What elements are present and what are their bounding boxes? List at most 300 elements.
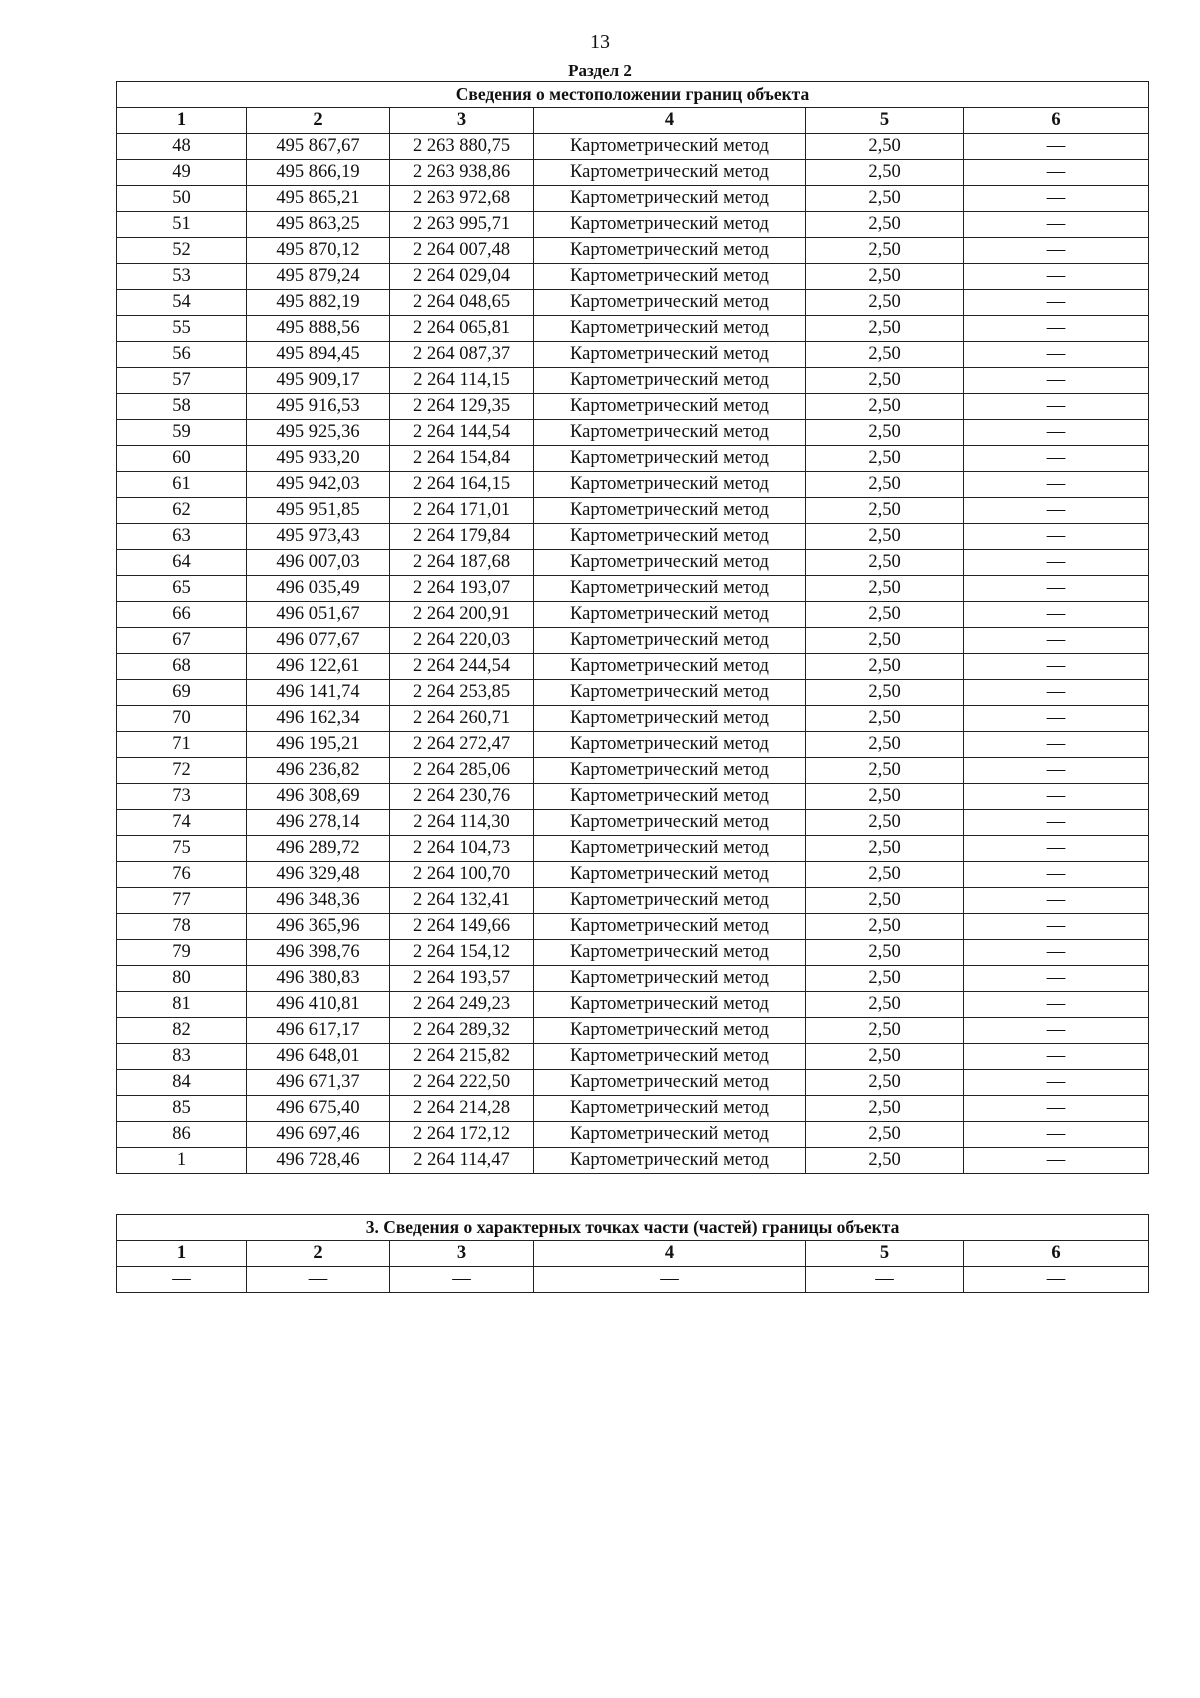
- x-coordinate-cell: 496 728,46: [247, 1148, 390, 1174]
- x-coordinate-cell: 495 973,43: [247, 524, 390, 550]
- y-coordinate-cell: 2 264 179,84: [390, 524, 534, 550]
- description-cell: —: [964, 1070, 1149, 1096]
- description-cell: —: [964, 732, 1149, 758]
- method-cell: Картометрический метод: [534, 212, 806, 238]
- table-row: [117, 1122, 1149, 1148]
- accuracy-cell: 2,50: [806, 160, 964, 186]
- description-cell: —: [964, 966, 1149, 992]
- y-coordinate-cell: 2 263 995,71: [390, 212, 534, 238]
- point-number-cell: 79: [117, 940, 247, 966]
- point-number-cell: 64: [117, 550, 247, 576]
- accuracy-cell: 2,50: [806, 732, 964, 758]
- method-cell: Картометрический метод: [534, 732, 806, 758]
- point-number-cell: 75: [117, 836, 247, 862]
- method-cell: Картометрический метод: [534, 316, 806, 342]
- point-number-cell: 85: [117, 1096, 247, 1122]
- point-number-cell: 86: [117, 1122, 247, 1148]
- table-row: [117, 1070, 1149, 1096]
- point-number-cell: 77: [117, 888, 247, 914]
- point-number-cell: 48: [117, 134, 247, 160]
- x-coordinate-cell: 496 398,76: [247, 940, 390, 966]
- point-number-cell: 78: [117, 914, 247, 940]
- x-coordinate-cell: 496 617,17: [247, 1018, 390, 1044]
- description-cell: —: [964, 1122, 1149, 1148]
- accuracy-cell: 2,50: [806, 966, 964, 992]
- y-coordinate-cell: 2 263 880,75: [390, 134, 534, 160]
- accuracy-cell: 2,50: [806, 1018, 964, 1044]
- column-number: 5: [806, 108, 964, 134]
- description-cell: —: [964, 238, 1149, 264]
- description-cell: —: [964, 1096, 1149, 1122]
- method-cell: Картометрический метод: [534, 706, 806, 732]
- table-row: [117, 784, 1149, 810]
- y-coordinate-cell: 2 264 164,15: [390, 472, 534, 498]
- accuracy-cell: —: [806, 1267, 964, 1293]
- point-number-cell: 49: [117, 160, 247, 186]
- table-row: [117, 940, 1149, 966]
- accuracy-cell: 2,50: [806, 706, 964, 732]
- method-cell: Картометрический метод: [534, 524, 806, 550]
- table-row: [117, 186, 1149, 212]
- column-number: 6: [964, 1241, 1149, 1267]
- description-cell: —: [964, 836, 1149, 862]
- point-number-cell: 56: [117, 342, 247, 368]
- accuracy-cell: 2,50: [806, 576, 964, 602]
- method-cell: Картометрический метод: [534, 888, 806, 914]
- y-coordinate-cell: —: [390, 1267, 534, 1293]
- y-coordinate-cell: 2 264 114,30: [390, 810, 534, 836]
- accuracy-cell: 2,50: [806, 550, 964, 576]
- method-cell: Картометрический метод: [534, 134, 806, 160]
- point-number-cell: 80: [117, 966, 247, 992]
- method-cell: Картометрический метод: [534, 342, 806, 368]
- point-number-cell: 74: [117, 810, 247, 836]
- x-coordinate-cell: 496 051,67: [247, 602, 390, 628]
- description-cell: —: [964, 264, 1149, 290]
- table-row: [117, 316, 1149, 342]
- table-row: [117, 654, 1149, 680]
- column-number: 5: [806, 1241, 964, 1267]
- accuracy-cell: 2,50: [806, 446, 964, 472]
- method-cell: Картометрический метод: [534, 1070, 806, 1096]
- y-coordinate-cell: 2 264 172,12: [390, 1122, 534, 1148]
- accuracy-cell: 2,50: [806, 264, 964, 290]
- method-cell: Картометрический метод: [534, 602, 806, 628]
- table-row: [117, 1148, 1149, 1174]
- method-cell: Картометрический метод: [534, 576, 806, 602]
- point-number-cell: 66: [117, 602, 247, 628]
- x-coordinate-cell: 495 942,03: [247, 472, 390, 498]
- method-cell: Картометрический метод: [534, 290, 806, 316]
- y-coordinate-cell: 2 264 193,07: [390, 576, 534, 602]
- point-number-cell: 81: [117, 992, 247, 1018]
- x-coordinate-cell: 496 308,69: [247, 784, 390, 810]
- point-number-cell: 63: [117, 524, 247, 550]
- method-cell: Картометрический метод: [534, 628, 806, 654]
- x-coordinate-cell: 495 863,25: [247, 212, 390, 238]
- boundary-table-body: [117, 82, 1149, 1174]
- description-cell: —: [964, 394, 1149, 420]
- x-coordinate-cell: 496 348,36: [247, 888, 390, 914]
- method-cell: Картометрический метод: [534, 654, 806, 680]
- x-coordinate-cell: 496 671,37: [247, 1070, 390, 1096]
- accuracy-cell: 2,50: [806, 498, 964, 524]
- column-number: 4: [534, 1241, 806, 1267]
- point-number-cell: 76: [117, 862, 247, 888]
- accuracy-cell: 2,50: [806, 290, 964, 316]
- accuracy-cell: 2,50: [806, 810, 964, 836]
- x-coordinate-cell: 496 675,40: [247, 1096, 390, 1122]
- point-number-cell: 1: [117, 1148, 247, 1174]
- y-coordinate-cell: 2 264 114,15: [390, 368, 534, 394]
- table-row: [117, 576, 1149, 602]
- description-cell: —: [964, 602, 1149, 628]
- table-row: [117, 628, 1149, 654]
- accuracy-cell: 2,50: [806, 862, 964, 888]
- point-number-cell: 82: [117, 1018, 247, 1044]
- y-coordinate-cell: 2 264 048,65: [390, 290, 534, 316]
- y-coordinate-cell: 2 264 007,48: [390, 238, 534, 264]
- accuracy-cell: 2,50: [806, 1070, 964, 1096]
- y-coordinate-cell: 2 264 187,68: [390, 550, 534, 576]
- x-coordinate-cell: 495 888,56: [247, 316, 390, 342]
- table-row: [117, 1044, 1149, 1070]
- x-coordinate-cell: 495 882,19: [247, 290, 390, 316]
- table-row: [117, 602, 1149, 628]
- x-coordinate-cell: 496 365,96: [247, 914, 390, 940]
- x-coordinate-cell: 495 916,53: [247, 394, 390, 420]
- point-number-cell: 59: [117, 420, 247, 446]
- table-row: [117, 420, 1149, 446]
- column-number: 1: [117, 1241, 247, 1267]
- description-cell: —: [964, 862, 1149, 888]
- table-row: [117, 992, 1149, 1018]
- method-cell: Картометрический метод: [534, 966, 806, 992]
- point-number-cell: 69: [117, 680, 247, 706]
- accuracy-cell: 2,50: [806, 238, 964, 264]
- point-number-cell: 61: [117, 472, 247, 498]
- description-cell: —: [964, 420, 1149, 446]
- x-coordinate-cell: 495 933,20: [247, 446, 390, 472]
- table-caption-row: [117, 82, 1149, 108]
- point-number-cell: 60: [117, 446, 247, 472]
- point-number-cell: —: [117, 1267, 247, 1293]
- point-number-cell: 70: [117, 706, 247, 732]
- table-row: [117, 394, 1149, 420]
- method-cell: Картометрический метод: [534, 368, 806, 394]
- method-cell: Картометрический метод: [534, 394, 806, 420]
- accuracy-cell: 2,50: [806, 1044, 964, 1070]
- accuracy-cell: 2,50: [806, 654, 964, 680]
- description-cell: —: [964, 134, 1149, 160]
- accuracy-cell: 2,50: [806, 602, 964, 628]
- x-coordinate-cell: 495 865,21: [247, 186, 390, 212]
- x-coordinate-cell: 495 879,24: [247, 264, 390, 290]
- point-number-cell: 50: [117, 186, 247, 212]
- table-row: [117, 680, 1149, 706]
- description-cell: —: [964, 992, 1149, 1018]
- description-cell: —: [964, 1018, 1149, 1044]
- x-coordinate-cell: 495 870,12: [247, 238, 390, 264]
- description-cell: —: [964, 498, 1149, 524]
- column-number: 1: [117, 108, 247, 134]
- column-number: 3: [390, 108, 534, 134]
- y-coordinate-cell: 2 264 249,23: [390, 992, 534, 1018]
- method-cell: Картометрический метод: [534, 472, 806, 498]
- method-cell: Картометрический метод: [534, 940, 806, 966]
- column-number: 6: [964, 108, 1149, 134]
- point-number-cell: 62: [117, 498, 247, 524]
- y-coordinate-cell: 2 264 215,82: [390, 1044, 534, 1070]
- method-cell: Картометрический метод: [534, 1122, 806, 1148]
- y-coordinate-cell: 2 264 171,01: [390, 498, 534, 524]
- y-coordinate-cell: 2 264 087,37: [390, 342, 534, 368]
- description-cell: —: [964, 524, 1149, 550]
- x-coordinate-cell: 496 162,34: [247, 706, 390, 732]
- description-cell: —: [964, 316, 1149, 342]
- description-cell: —: [964, 758, 1149, 784]
- point-number-cell: 72: [117, 758, 247, 784]
- column-number: 3: [390, 1241, 534, 1267]
- x-coordinate-cell: 496 289,72: [247, 836, 390, 862]
- table-row: [117, 1267, 1149, 1293]
- x-coordinate-cell: 496 035,49: [247, 576, 390, 602]
- accuracy-cell: 2,50: [806, 186, 964, 212]
- table-caption: Сведения о местоположении границ объекта: [117, 82, 1149, 108]
- point-number-cell: 58: [117, 394, 247, 420]
- description-cell: —: [964, 914, 1149, 940]
- point-number-cell: 84: [117, 1070, 247, 1096]
- method-cell: Картометрический метод: [534, 550, 806, 576]
- x-coordinate-cell: 495 866,19: [247, 160, 390, 186]
- description-cell: —: [964, 680, 1149, 706]
- method-cell: Картометрический метод: [534, 238, 806, 264]
- x-coordinate-cell: 496 410,81: [247, 992, 390, 1018]
- x-coordinate-cell: 495 867,67: [247, 134, 390, 160]
- y-coordinate-cell: 2 264 272,47: [390, 732, 534, 758]
- x-coordinate-cell: 496 122,61: [247, 654, 390, 680]
- accuracy-cell: 2,50: [806, 888, 964, 914]
- x-coordinate-cell: 495 909,17: [247, 368, 390, 394]
- x-coordinate-cell: 496 007,03: [247, 550, 390, 576]
- table-row: [117, 732, 1149, 758]
- accuracy-cell: 2,50: [806, 914, 964, 940]
- accuracy-cell: 2,50: [806, 628, 964, 654]
- accuracy-cell: 2,50: [806, 394, 964, 420]
- table-row: [117, 1096, 1149, 1122]
- y-coordinate-cell: 2 264 214,28: [390, 1096, 534, 1122]
- table-row: [117, 524, 1149, 550]
- description-cell: —: [964, 212, 1149, 238]
- y-coordinate-cell: 2 264 289,32: [390, 1018, 534, 1044]
- table-row: [117, 498, 1149, 524]
- accuracy-cell: 2,50: [806, 784, 964, 810]
- accuracy-cell: 2,50: [806, 1148, 964, 1174]
- method-cell: Картометрический метод: [534, 784, 806, 810]
- method-cell: Картометрический метод: [534, 680, 806, 706]
- description-cell: —: [964, 706, 1149, 732]
- description-cell: —: [964, 290, 1149, 316]
- table-caption-row: [117, 1215, 1149, 1241]
- y-coordinate-cell: 2 264 220,03: [390, 628, 534, 654]
- description-cell: —: [964, 186, 1149, 212]
- table-row: [117, 134, 1149, 160]
- x-coordinate-cell: 496 329,48: [247, 862, 390, 888]
- description-cell: —: [964, 160, 1149, 186]
- point-number-cell: 68: [117, 654, 247, 680]
- y-coordinate-cell: 2 264 104,73: [390, 836, 534, 862]
- x-coordinate-cell: 495 894,45: [247, 342, 390, 368]
- point-number-cell: 73: [117, 784, 247, 810]
- accuracy-cell: 2,50: [806, 420, 964, 446]
- method-cell: Картометрический метод: [534, 836, 806, 862]
- x-coordinate-cell: —: [247, 1267, 390, 1293]
- y-coordinate-cell: 2 264 260,71: [390, 706, 534, 732]
- x-coordinate-cell: 496 141,74: [247, 680, 390, 706]
- point-number-cell: 65: [117, 576, 247, 602]
- y-coordinate-cell: 2 264 065,81: [390, 316, 534, 342]
- page-number: 13: [590, 31, 610, 53]
- section-title: Раздел 2: [568, 61, 632, 80]
- part-points-table: [116, 1214, 1149, 1293]
- accuracy-cell: 2,50: [806, 472, 964, 498]
- description-cell: —: [964, 784, 1149, 810]
- y-coordinate-cell: 2 264 244,54: [390, 654, 534, 680]
- table-row: [117, 290, 1149, 316]
- description-cell: —: [964, 628, 1149, 654]
- x-coordinate-cell: 496 697,46: [247, 1122, 390, 1148]
- method-cell: Картометрический метод: [534, 862, 806, 888]
- description-cell: —: [964, 1148, 1149, 1174]
- table-row: [117, 160, 1149, 186]
- description-cell: —: [964, 576, 1149, 602]
- y-coordinate-cell: 2 264 253,85: [390, 680, 534, 706]
- column-number: 2: [247, 108, 390, 134]
- description-cell: —: [964, 342, 1149, 368]
- x-coordinate-cell: 496 380,83: [247, 966, 390, 992]
- table-row: [117, 914, 1149, 940]
- accuracy-cell: 2,50: [806, 1122, 964, 1148]
- point-number-cell: 83: [117, 1044, 247, 1070]
- table-row: [117, 810, 1149, 836]
- point-number-cell: 67: [117, 628, 247, 654]
- table-row: [117, 342, 1149, 368]
- part-table-body: [117, 1215, 1149, 1293]
- x-coordinate-cell: 496 195,21: [247, 732, 390, 758]
- y-coordinate-cell: 2 263 938,86: [390, 160, 534, 186]
- table-row: [117, 836, 1149, 862]
- y-coordinate-cell: 2 264 149,66: [390, 914, 534, 940]
- column-number-row: [117, 108, 1149, 134]
- y-coordinate-cell: 2 264 200,91: [390, 602, 534, 628]
- table-caption: 3. Сведения о характерных точках части (частей) границы объекта: [117, 1215, 1149, 1241]
- point-number-cell: 55: [117, 316, 247, 342]
- y-coordinate-cell: 2 264 193,57: [390, 966, 534, 992]
- accuracy-cell: 2,50: [806, 342, 964, 368]
- description-cell: —: [964, 1044, 1149, 1070]
- y-coordinate-cell: 2 264 100,70: [390, 862, 534, 888]
- y-coordinate-cell: 2 264 222,50: [390, 1070, 534, 1096]
- accuracy-cell: 2,50: [806, 1096, 964, 1122]
- y-coordinate-cell: 2 264 129,35: [390, 394, 534, 420]
- point-number-cell: 71: [117, 732, 247, 758]
- table-row: [117, 446, 1149, 472]
- description-cell: —: [964, 472, 1149, 498]
- method-cell: Картометрический метод: [534, 160, 806, 186]
- y-coordinate-cell: 2 264 029,04: [390, 264, 534, 290]
- method-cell: Картометрический метод: [534, 1148, 806, 1174]
- method-cell: Картометрический метод: [534, 992, 806, 1018]
- y-coordinate-cell: 2 264 144,54: [390, 420, 534, 446]
- point-number-cell: 54: [117, 290, 247, 316]
- column-number: 4: [534, 108, 806, 134]
- method-cell: —: [534, 1267, 806, 1293]
- point-number-cell: 57: [117, 368, 247, 394]
- description-cell: —: [964, 940, 1149, 966]
- accuracy-cell: 2,50: [806, 940, 964, 966]
- x-coordinate-cell: 495 951,85: [247, 498, 390, 524]
- table-row: [117, 758, 1149, 784]
- point-number-cell: 52: [117, 238, 247, 264]
- table-row: [117, 212, 1149, 238]
- method-cell: Картометрический метод: [534, 1044, 806, 1070]
- method-cell: Картометрический метод: [534, 758, 806, 784]
- method-cell: Картометрический метод: [534, 420, 806, 446]
- table-row: [117, 706, 1149, 732]
- accuracy-cell: 2,50: [806, 212, 964, 238]
- y-coordinate-cell: 2 264 154,12: [390, 940, 534, 966]
- description-cell: —: [964, 368, 1149, 394]
- point-number-cell: 53: [117, 264, 247, 290]
- method-cell: Картометрический метод: [534, 914, 806, 940]
- table-row: [117, 550, 1149, 576]
- method-cell: Картометрический метод: [534, 498, 806, 524]
- boundary-points-table: [116, 81, 1149, 1174]
- table-row: [117, 862, 1149, 888]
- description-cell: —: [964, 550, 1149, 576]
- description-cell: —: [964, 810, 1149, 836]
- accuracy-cell: 2,50: [806, 758, 964, 784]
- method-cell: Картометрический метод: [534, 1096, 806, 1122]
- table-row: [117, 238, 1149, 264]
- table-row: [117, 264, 1149, 290]
- column-number-row: [117, 1241, 1149, 1267]
- method-cell: Картометрический метод: [534, 810, 806, 836]
- method-cell: Картометрический метод: [534, 1018, 806, 1044]
- y-coordinate-cell: 2 264 285,06: [390, 758, 534, 784]
- accuracy-cell: 2,50: [806, 368, 964, 394]
- description-cell: —: [964, 446, 1149, 472]
- x-coordinate-cell: 496 648,01: [247, 1044, 390, 1070]
- y-coordinate-cell: 2 263 972,68: [390, 186, 534, 212]
- y-coordinate-cell: 2 264 230,76: [390, 784, 534, 810]
- column-number: 2: [247, 1241, 390, 1267]
- accuracy-cell: 2,50: [806, 836, 964, 862]
- table-row: [117, 888, 1149, 914]
- accuracy-cell: 2,50: [806, 316, 964, 342]
- description-cell: —: [964, 1267, 1149, 1293]
- table-row: [117, 1018, 1149, 1044]
- point-number-cell: 51: [117, 212, 247, 238]
- x-coordinate-cell: 495 925,36: [247, 420, 390, 446]
- accuracy-cell: 2,50: [806, 134, 964, 160]
- x-coordinate-cell: 496 077,67: [247, 628, 390, 654]
- table-row: [117, 966, 1149, 992]
- y-coordinate-cell: 2 264 154,84: [390, 446, 534, 472]
- y-coordinate-cell: 2 264 114,47: [390, 1148, 534, 1174]
- y-coordinate-cell: 2 264 132,41: [390, 888, 534, 914]
- x-coordinate-cell: 496 236,82: [247, 758, 390, 784]
